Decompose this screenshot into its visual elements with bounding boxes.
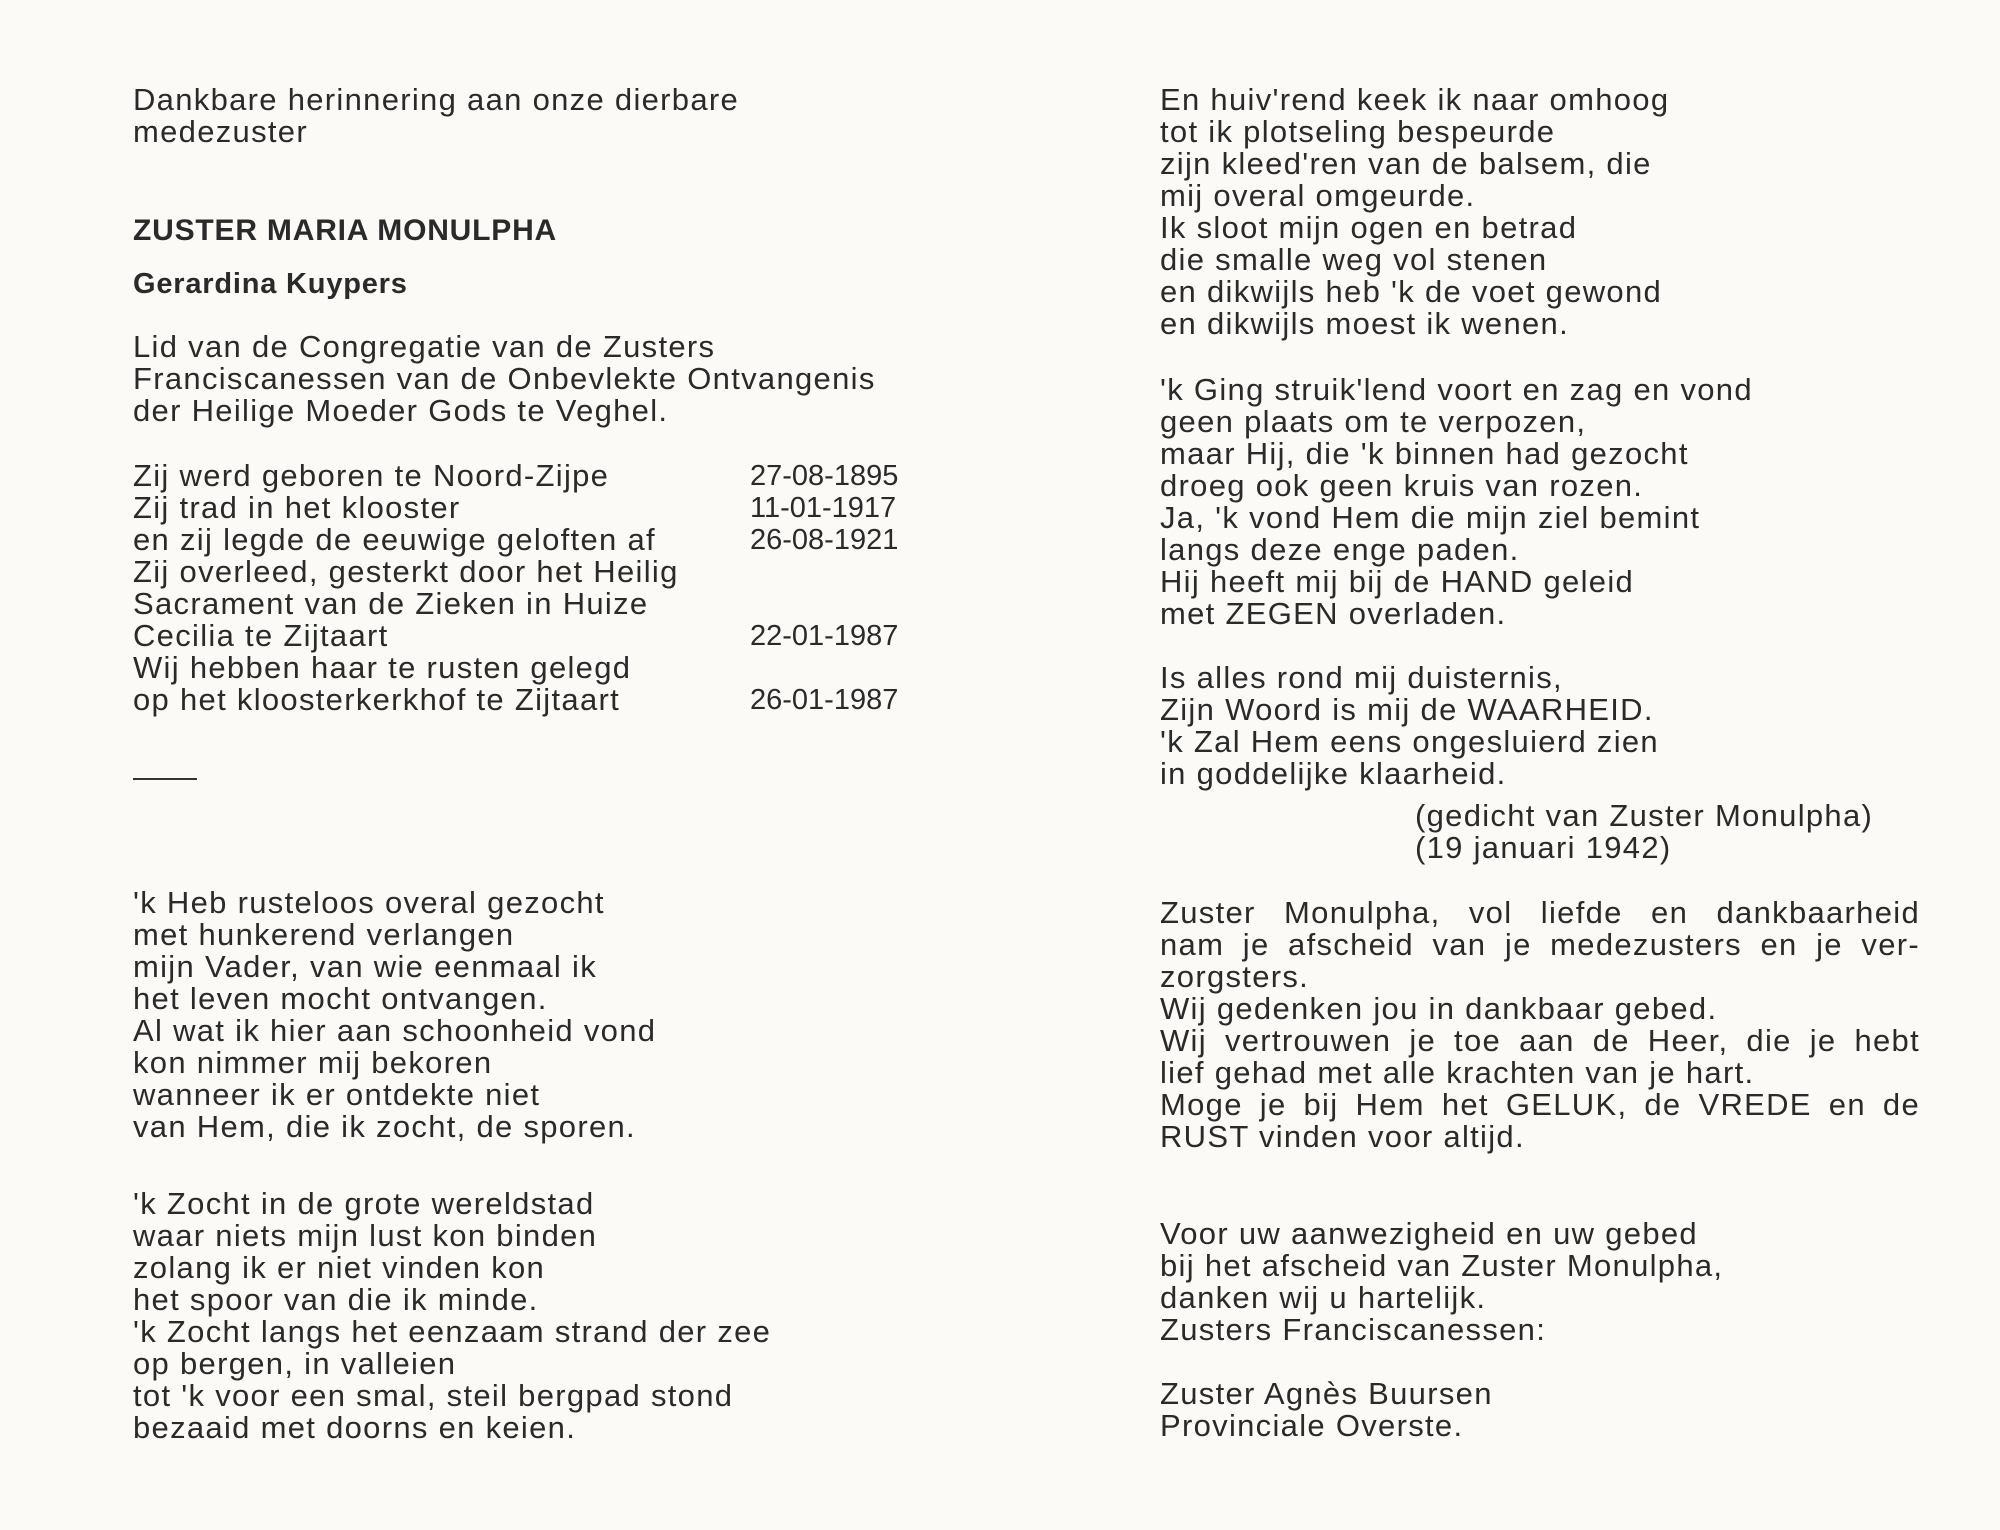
life-facts	[133, 460, 933, 716]
poem-line: het spoor van die ik minde.	[133, 1282, 539, 1317]
poem-line: 'k Heb rusteloos overal gezocht	[133, 885, 605, 920]
poem-line: van Hem, die ik zocht, de sporen.	[133, 1109, 636, 1144]
fact-text: Zij trad in het klooster	[133, 490, 461, 525]
fact-row	[133, 652, 933, 684]
poem-line: kon nimmer mij bekoren	[133, 1045, 493, 1080]
fact-date: 27-08-1895	[750, 460, 899, 492]
divider-rule	[133, 778, 197, 780]
farewell-line: nam je afscheid van je medezusters en je ver-	[1160, 927, 1920, 962]
fact-row	[133, 460, 933, 492]
poem-line: Ik sloot mijn ogen en betrad	[1160, 210, 1578, 245]
signatory-title: Provinciale Overste.	[1160, 1408, 1464, 1443]
poem-line: mijn Vader, van wie eenmaal ik	[133, 949, 598, 984]
fact-date: 11-01-1917	[750, 492, 897, 524]
poem-line: op bergen, in valleien	[133, 1346, 457, 1381]
fact-row	[133, 620, 933, 652]
poem-line: Al wat ik hier aan schoonheid vond	[133, 1013, 657, 1048]
thanks-text	[1160, 1218, 1723, 1346]
poem-line: zijn kleed'ren van de balsem, die	[1160, 146, 1652, 181]
farewell-line: Wij vertrouwen je toe aan de Heer, die je hebt	[1160, 1023, 1920, 1058]
congregation-line: Franciscanessen van de Onbevlekte Ontvangenis	[133, 361, 876, 396]
poem-line: met hunkerend verlangen	[133, 917, 515, 952]
farewell-text	[1160, 897, 1920, 1153]
fact-text: op het kloosterkerkhof te Zijtaart	[133, 682, 621, 717]
thanks-line: bij het afscheid van Zuster Monulpha,	[1160, 1248, 1724, 1283]
poem-stanza-3	[1160, 84, 1669, 340]
poem-line: droeg ook geen kruis van rozen.	[1160, 468, 1644, 503]
fact-date: 26-08-1921	[750, 524, 899, 556]
farewell-line: zorgsters.	[1160, 959, 1310, 994]
poem-line: bezaaid met doorns en keien.	[133, 1410, 577, 1445]
poem-stanza-1	[133, 887, 656, 1143]
intro-line: Dankbare herinnering aan onze dierbare	[133, 82, 740, 117]
poem-line: tot 'k voor een smal, steil bergpad stond	[133, 1378, 734, 1413]
poem-stanza-4	[1160, 374, 1753, 630]
poem-stanza-5	[1160, 662, 1659, 790]
poem-line: die smalle weg vol stenen	[1160, 242, 1548, 277]
poem-line: langs deze enge paden.	[1160, 532, 1520, 567]
poem-credit	[1415, 800, 1873, 864]
signatory-name: Zuster Agnès Buursen	[1160, 1376, 1493, 1411]
fact-text: Sacrament van de Zieken in Huize	[133, 586, 649, 621]
congregation-line: der Heilige Moeder Gods te Veghel.	[133, 393, 669, 428]
thanks-line: Voor uw aanwezigheid en uw gebed	[1160, 1216, 1698, 1251]
poem-line: 'k Zal Hem eens ongesluierd zien	[1160, 724, 1659, 759]
poem-credit-date: (19 januari 1942)	[1415, 830, 1672, 865]
civil-name: Gerardina Kuypers	[133, 268, 408, 300]
congregation-line: Lid van de Congregatie van de Zusters	[133, 329, 716, 364]
poem-stanza-2	[133, 1188, 771, 1444]
poem-line: het leven mocht ontvangen.	[133, 981, 548, 1016]
thanks-line: danken wij u hartelijk.	[1160, 1280, 1487, 1315]
fact-text: Wij hebben haar te rusten gelegd	[133, 650, 632, 685]
poem-line: waar niets mijn lust kon binden	[133, 1218, 598, 1253]
poem-line: Is alles rond mij duisternis,	[1160, 660, 1563, 695]
poem-line: En huiv'rend keek ik naar omhoog	[1160, 82, 1670, 117]
poem-line: in goddelijke klaarheid.	[1160, 756, 1507, 791]
farewell-line: Moge je bij Hem het GELUK, de VREDE en de	[1160, 1087, 1920, 1122]
fact-row	[133, 684, 933, 716]
poem-line: wanneer ik er ontdekte niet	[133, 1077, 541, 1112]
poem-line: 'k Ging struik'lend voort en zag en vond	[1160, 372, 1753, 407]
poem-line: Hij heeft mij bij de HAND geleid	[1160, 564, 1635, 599]
fact-text: Cecilia te Zijtaart	[133, 618, 389, 653]
farewell-line: Wij gedenken jou in dankbaar gebed.	[1160, 991, 1718, 1026]
intro-line: medezuster	[133, 114, 308, 149]
poem-line: Zijn Woord is mij de WAARHEID.	[1160, 692, 1654, 727]
poem-line: tot ik plotseling bespeurde	[1160, 114, 1556, 149]
deceased-name: ZUSTER MARIA MONULPHA	[133, 214, 557, 247]
fact-row	[133, 524, 933, 556]
fact-row	[133, 492, 933, 524]
signature	[1160, 1378, 1493, 1442]
farewell-line: Zuster Monulpha, vol liefde en dankbaarheid	[1160, 895, 1920, 930]
poem-line: geen plaats om te verpozen,	[1160, 404, 1587, 439]
fact-date: 22-01-1987	[750, 620, 899, 652]
poem-line: mij overal omgeurde.	[1160, 178, 1476, 213]
poem-line: 'k Zocht langs het eenzaam strand der zee	[133, 1314, 772, 1349]
poem-line: zolang ik er niet vinden kon	[133, 1250, 546, 1285]
poem-line: maar Hij, die 'k binnen had gezocht	[1160, 436, 1689, 471]
intro	[133, 84, 739, 148]
farewell-line: lief gehad met alle krachten van je hart.	[1160, 1055, 1755, 1090]
fact-text: en zij legde de eeuwige geloften af	[133, 522, 656, 557]
fact-text: Zij overleed, gesterkt door het Heilig	[133, 554, 679, 589]
poem-line: met ZEGEN overladen.	[1160, 596, 1507, 631]
poem-credit-author: (gedicht van Zuster Monulpha)	[1415, 798, 1874, 833]
fact-text: Zij werd geboren te Noord-Zijpe	[133, 458, 610, 493]
fact-row	[133, 588, 933, 620]
poem-line: en dikwijls moest ik wenen.	[1160, 306, 1569, 341]
fact-row	[133, 556, 933, 588]
poem-line: 'k Zocht in de grote wereldstad	[133, 1186, 595, 1221]
fact-date: 26-01-1987	[750, 684, 899, 716]
thanks-line: Zusters Franciscanessen:	[1160, 1312, 1547, 1347]
congregation	[133, 331, 876, 427]
poem-line: Ja, 'k vond Hem die mijn ziel bemint	[1160, 500, 1701, 535]
farewell-line: RUST vinden voor altijd.	[1160, 1119, 1525, 1154]
poem-line: en dikwijls heb 'k de voet gewond	[1160, 274, 1663, 309]
